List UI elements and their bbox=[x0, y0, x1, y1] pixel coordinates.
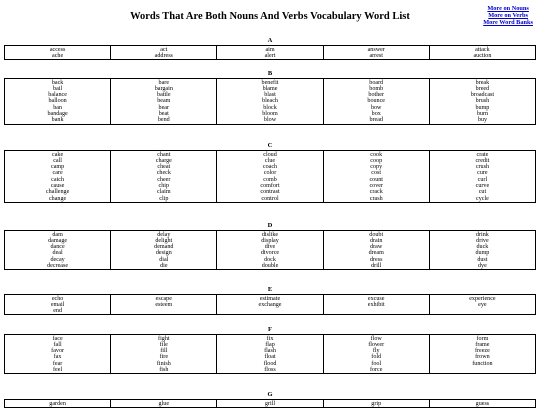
word-item: brush bbox=[475, 98, 490, 105]
word-item: alert bbox=[264, 52, 276, 59]
word-column bbox=[216, 151, 322, 202]
section-letter: A bbox=[267, 37, 273, 44]
word-item: demand bbox=[154, 244, 174, 251]
word-item: deal bbox=[52, 250, 63, 257]
word-item: frame bbox=[475, 341, 490, 348]
word-item: dislike bbox=[261, 231, 279, 238]
word-item: bread bbox=[369, 117, 383, 124]
word-item: float bbox=[264, 354, 276, 361]
word-item: cover bbox=[369, 182, 383, 189]
word-item: cycle bbox=[475, 195, 489, 202]
word-item: bother bbox=[368, 92, 384, 99]
word-item: change bbox=[48, 195, 67, 202]
word-item: balloon bbox=[48, 98, 67, 105]
word-item: contrast bbox=[260, 189, 280, 196]
word-item: cloud bbox=[263, 151, 277, 158]
word-item: bare bbox=[158, 79, 170, 86]
word-item: auction bbox=[473, 52, 492, 59]
word-item: end bbox=[53, 308, 62, 315]
word-column bbox=[323, 335, 429, 373]
word-item: dance bbox=[50, 244, 65, 251]
word-item: dock bbox=[264, 256, 276, 263]
word-item: camp bbox=[51, 164, 65, 171]
word-item: file bbox=[159, 341, 168, 348]
section-letter: F bbox=[268, 326, 272, 333]
word-column bbox=[216, 231, 322, 269]
word-item: cause bbox=[50, 182, 65, 189]
word-item: grip bbox=[371, 400, 382, 407]
word-column bbox=[429, 79, 535, 124]
word-grid bbox=[4, 230, 536, 270]
word-item: comfort bbox=[260, 182, 280, 189]
word-item: blow bbox=[263, 117, 277, 124]
word-item: address bbox=[154, 52, 173, 59]
word-item: arrest bbox=[369, 52, 383, 59]
word-item: flower bbox=[368, 341, 385, 348]
word-item: divorce bbox=[260, 250, 280, 257]
word-item: cake bbox=[52, 151, 64, 158]
word-item: broadcast bbox=[470, 92, 495, 99]
word-grid bbox=[4, 294, 536, 315]
word-item: cure bbox=[477, 170, 488, 177]
word-item: ache bbox=[52, 52, 64, 59]
word-item: bow bbox=[370, 104, 382, 111]
word-item: delight bbox=[155, 237, 173, 244]
word-item: cut bbox=[478, 189, 487, 196]
word-column bbox=[5, 46, 110, 59]
word-item: balance bbox=[48, 92, 67, 99]
word-item: dye bbox=[478, 262, 487, 269]
word-item: clue bbox=[264, 157, 276, 164]
word-item: fish bbox=[159, 366, 169, 373]
word-item: dream bbox=[368, 250, 384, 257]
word-item: bomb bbox=[369, 85, 384, 92]
word-item: bargain bbox=[154, 85, 173, 92]
word-column bbox=[216, 295, 322, 314]
word-item: curve bbox=[475, 182, 490, 189]
word-item: bear bbox=[158, 104, 170, 111]
word-item: back bbox=[51, 79, 64, 86]
word-item: fire bbox=[159, 354, 169, 361]
word-column bbox=[216, 400, 322, 407]
word-item: drink bbox=[475, 231, 489, 238]
word-column bbox=[323, 231, 429, 269]
word-column bbox=[5, 79, 110, 124]
word-item: benefit bbox=[261, 79, 279, 86]
word-column bbox=[323, 79, 429, 124]
word-item: dust bbox=[477, 256, 488, 263]
word-item: drive bbox=[476, 237, 489, 244]
word-item: fight bbox=[158, 335, 170, 342]
word-item: escape bbox=[155, 295, 172, 302]
word-item: beat bbox=[158, 110, 169, 117]
word-item: bank bbox=[51, 117, 64, 124]
word-item: act bbox=[160, 46, 168, 53]
section-a bbox=[4, 37, 536, 60]
word-item: estimate bbox=[259, 295, 281, 302]
word-item: guess bbox=[475, 400, 490, 407]
word-item: form bbox=[476, 335, 489, 342]
word-item: chip bbox=[158, 182, 170, 189]
word-column bbox=[110, 295, 216, 314]
word-item: fix bbox=[266, 335, 274, 342]
word-item: design bbox=[155, 250, 172, 257]
word-item: blast bbox=[264, 92, 276, 99]
word-item: fall bbox=[53, 341, 62, 348]
word-item: display bbox=[261, 237, 279, 244]
word-item: copy bbox=[370, 164, 383, 171]
word-item: catch bbox=[51, 176, 65, 183]
word-item: buy bbox=[477, 117, 487, 124]
word-item: decrease bbox=[47, 262, 69, 269]
word-item: drill bbox=[371, 262, 382, 269]
section-letter: G bbox=[267, 391, 273, 398]
word-item: garden bbox=[49, 400, 66, 407]
word-item: bounce bbox=[367, 98, 386, 105]
word-item: decay bbox=[50, 256, 65, 263]
word-item: echo bbox=[51, 295, 64, 302]
word-item: experience bbox=[469, 295, 496, 302]
related-links bbox=[483, 5, 533, 26]
word-item: comb bbox=[263, 176, 277, 183]
word-column bbox=[429, 231, 535, 269]
word-column bbox=[110, 335, 216, 373]
word-item: flood bbox=[263, 360, 277, 367]
word-item: fold bbox=[371, 354, 382, 361]
word-item: break bbox=[475, 79, 490, 86]
word-item: chant bbox=[157, 151, 171, 158]
word-item: crash bbox=[369, 195, 383, 202]
word-item: frown bbox=[475, 354, 490, 361]
word-item: draw bbox=[370, 244, 383, 251]
section-f bbox=[4, 326, 536, 374]
word-item: esteem bbox=[155, 301, 173, 308]
word-column bbox=[429, 400, 535, 407]
word-item: answer bbox=[367, 46, 385, 53]
word-item: blame bbox=[262, 85, 278, 92]
word-item: favor bbox=[51, 348, 65, 355]
word-item: fill bbox=[160, 348, 168, 355]
word-item: attack bbox=[475, 46, 490, 53]
word-item: dam bbox=[52, 231, 63, 238]
word-item: beam bbox=[157, 98, 171, 105]
word-item: flap bbox=[265, 341, 275, 348]
word-item: call bbox=[53, 157, 62, 164]
word-item: dial bbox=[159, 256, 169, 263]
word-column bbox=[110, 79, 216, 124]
word-item: eye bbox=[478, 301, 487, 308]
word-item: finish bbox=[156, 360, 171, 367]
word-item: battle bbox=[157, 92, 171, 99]
word-item: clip bbox=[159, 195, 169, 202]
word-column bbox=[429, 295, 535, 314]
word-item: glue bbox=[158, 400, 170, 407]
section-letter: C bbox=[267, 142, 273, 149]
word-item: bleach bbox=[262, 98, 278, 105]
word-column bbox=[216, 46, 322, 59]
section-d bbox=[4, 222, 536, 270]
word-item: coach bbox=[262, 164, 278, 171]
word-item: curl bbox=[477, 176, 488, 183]
word-item: cost bbox=[371, 170, 382, 177]
word-column bbox=[323, 151, 429, 202]
word-item: crate bbox=[476, 151, 489, 158]
word-item: flow bbox=[370, 335, 382, 342]
word-item: die bbox=[160, 262, 168, 269]
word-item: burn bbox=[476, 110, 488, 117]
section-b bbox=[4, 70, 536, 125]
word-item: fax bbox=[53, 354, 62, 361]
word-item: check bbox=[156, 170, 171, 177]
more-word-banks-link[interactable]: More Word Banks bbox=[483, 19, 533, 26]
word-item: grill bbox=[264, 400, 276, 407]
word-item: bump bbox=[475, 104, 490, 111]
word-item: feel bbox=[53, 366, 63, 373]
word-column bbox=[5, 151, 110, 202]
word-item: crush bbox=[475, 164, 490, 171]
word-column bbox=[5, 231, 110, 269]
word-column bbox=[429, 151, 535, 202]
word-item: bandage bbox=[47, 110, 68, 117]
word-column bbox=[110, 151, 216, 202]
word-item: breed bbox=[475, 85, 490, 92]
word-item: ban bbox=[53, 104, 62, 111]
section-letter: D bbox=[267, 222, 273, 229]
word-item: drain bbox=[369, 237, 383, 244]
section-c bbox=[4, 142, 536, 203]
word-item: claim bbox=[157, 189, 171, 196]
word-grid bbox=[4, 150, 536, 203]
word-item: charge bbox=[155, 157, 172, 164]
word-item: exchange bbox=[258, 301, 282, 308]
word-item: excuse bbox=[367, 295, 385, 302]
word-grid bbox=[4, 334, 536, 374]
word-item: duck bbox=[476, 244, 489, 251]
word-item: function bbox=[472, 360, 493, 367]
word-item: fear bbox=[52, 360, 63, 367]
more-on-verbs-link[interactable]: More on Verbs bbox=[488, 12, 528, 19]
word-item: cook bbox=[370, 151, 383, 158]
word-item: care bbox=[52, 170, 63, 177]
word-column bbox=[216, 335, 322, 373]
section-letter: B bbox=[267, 70, 273, 77]
word-grid bbox=[4, 399, 536, 408]
word-column bbox=[5, 295, 110, 314]
word-item: challenge bbox=[45, 189, 70, 196]
word-column bbox=[429, 335, 535, 373]
word-item: dress bbox=[369, 256, 383, 263]
word-item: delay bbox=[157, 231, 171, 238]
word-item: double bbox=[261, 262, 279, 269]
word-item: board bbox=[369, 79, 384, 86]
word-item: dump bbox=[475, 250, 490, 257]
word-item: crack bbox=[369, 189, 383, 196]
section-letter: E bbox=[267, 286, 273, 293]
word-item: block bbox=[263, 104, 277, 111]
word-item: fly bbox=[372, 348, 380, 355]
word-column bbox=[323, 400, 429, 407]
page-title: Words That Are Both Nouns And Verbs Vocabulary Word List bbox=[130, 11, 410, 22]
word-item: coop bbox=[370, 157, 383, 164]
word-item: floss bbox=[264, 366, 276, 373]
word-grid bbox=[4, 45, 536, 60]
word-item: credit bbox=[475, 157, 490, 164]
word-item: bail bbox=[53, 85, 63, 92]
section-e bbox=[4, 286, 536, 315]
word-column bbox=[110, 400, 216, 407]
word-item: dive bbox=[264, 244, 276, 251]
word-item: force bbox=[369, 366, 383, 373]
word-column bbox=[429, 46, 535, 59]
word-item: email bbox=[50, 301, 65, 308]
word-column bbox=[323, 295, 429, 314]
word-item: color bbox=[263, 170, 277, 177]
word-column bbox=[110, 231, 216, 269]
more-on-nouns-link[interactable]: More on Nouns bbox=[487, 5, 529, 12]
word-column bbox=[5, 400, 110, 407]
word-item: fool bbox=[371, 360, 382, 367]
word-item: box bbox=[371, 110, 381, 117]
word-item: access bbox=[49, 46, 66, 53]
word-column bbox=[5, 335, 110, 373]
word-column bbox=[323, 46, 429, 59]
word-column bbox=[110, 46, 216, 59]
word-item: control bbox=[261, 195, 279, 202]
word-item: cheer bbox=[157, 176, 171, 183]
word-item: damage bbox=[48, 237, 68, 244]
word-item: freeze bbox=[474, 348, 490, 355]
word-grid bbox=[4, 78, 536, 125]
word-item: doubt bbox=[369, 231, 384, 238]
word-item: flash bbox=[264, 348, 276, 355]
word-item: bloom bbox=[262, 110, 278, 117]
section-g bbox=[4, 391, 536, 408]
word-item: bend bbox=[157, 117, 170, 124]
word-item: aim bbox=[265, 46, 275, 53]
word-column bbox=[216, 79, 322, 124]
word-item: count bbox=[369, 176, 383, 183]
word-item: exhibit bbox=[367, 301, 385, 308]
word-item: cheat bbox=[157, 164, 171, 171]
word-item: face bbox=[52, 335, 63, 342]
